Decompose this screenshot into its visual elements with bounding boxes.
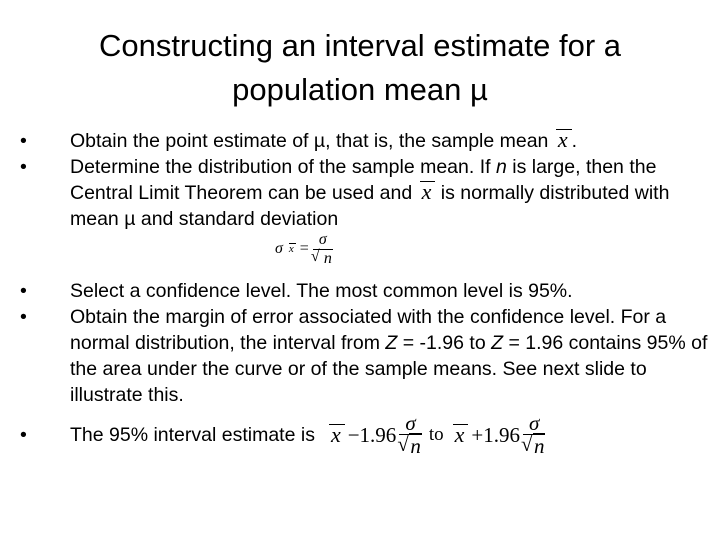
n-variable: n	[323, 249, 332, 267]
std-error-formula	[20, 232, 710, 266]
sigma-symbol: σ	[405, 411, 416, 435]
bullet-text: is large, then the Central Limit Theorem can be used and	[70, 156, 657, 204]
bullet-text: = -1.96 to	[402, 332, 486, 354]
bullet-marker: •	[20, 280, 27, 302]
xbar-symbol: x	[418, 182, 436, 202]
sigma-symbol: σ	[275, 240, 283, 257]
bullet-text: is normally distributed with mean µ and standard deviation	[70, 182, 670, 230]
n-variable: n	[533, 434, 545, 458]
xbar-symbol: x	[554, 130, 572, 150]
bullet-item	[20, 412, 710, 457]
bullet-text: Select a confidence level. The most common level is 95%.	[70, 280, 573, 302]
bullet-list	[20, 128, 710, 457]
title-line-2: population mean µ	[232, 72, 488, 107]
bullet-text: Obtain the margin of error associated with the confidence level. For a normal distribution, the interval from	[70, 306, 667, 354]
xbar-symbol: x	[327, 425, 345, 445]
n-variable: n	[495, 156, 507, 178]
bullet-item	[20, 128, 710, 154]
sigma-over-root-n	[399, 412, 422, 457]
bullet-text: Determine the distribution of the sample mean. If	[70, 156, 491, 178]
bullet-marker: •	[20, 130, 27, 152]
plus-coefficient: +1.96	[471, 422, 520, 447]
bullet-marker: •	[20, 423, 27, 446]
bullet-marker: •	[20, 306, 27, 328]
bullet-marker: •	[20, 156, 27, 178]
title-line-1: Constructing an interval estimate for a	[98, 28, 622, 63]
xbar-symbol: x	[451, 425, 469, 445]
period: .	[571, 130, 578, 152]
bullet-item	[20, 304, 710, 408]
to-word: to	[428, 423, 444, 445]
sigma-symbol: σ	[318, 230, 327, 248]
bullet-item	[20, 278, 710, 304]
n-variable: n	[410, 434, 421, 458]
interval-formula	[327, 412, 546, 457]
bullet-text: The 95% interval estimate is	[70, 423, 315, 446]
sigma-over-root-n	[523, 412, 546, 457]
bullet-text: = 1.96 contains 95% of the area under the curve or of the sample means. See next slide to illustrate this.	[70, 332, 708, 406]
bullet-text: Obtain the point estimate of µ, that is, the sample mean	[70, 130, 549, 152]
sigma-symbol: σ	[529, 411, 540, 435]
minus-coefficient: −1.96	[347, 422, 397, 447]
bullet-item	[20, 154, 710, 232]
z-variable: Z	[385, 332, 398, 354]
xbar-subscript: x	[288, 242, 294, 255]
sigma-over-root-n	[313, 231, 333, 268]
equals-sign: =	[299, 240, 309, 257]
z-variable: Z	[491, 332, 504, 354]
slide-title	[0, 24, 720, 112]
